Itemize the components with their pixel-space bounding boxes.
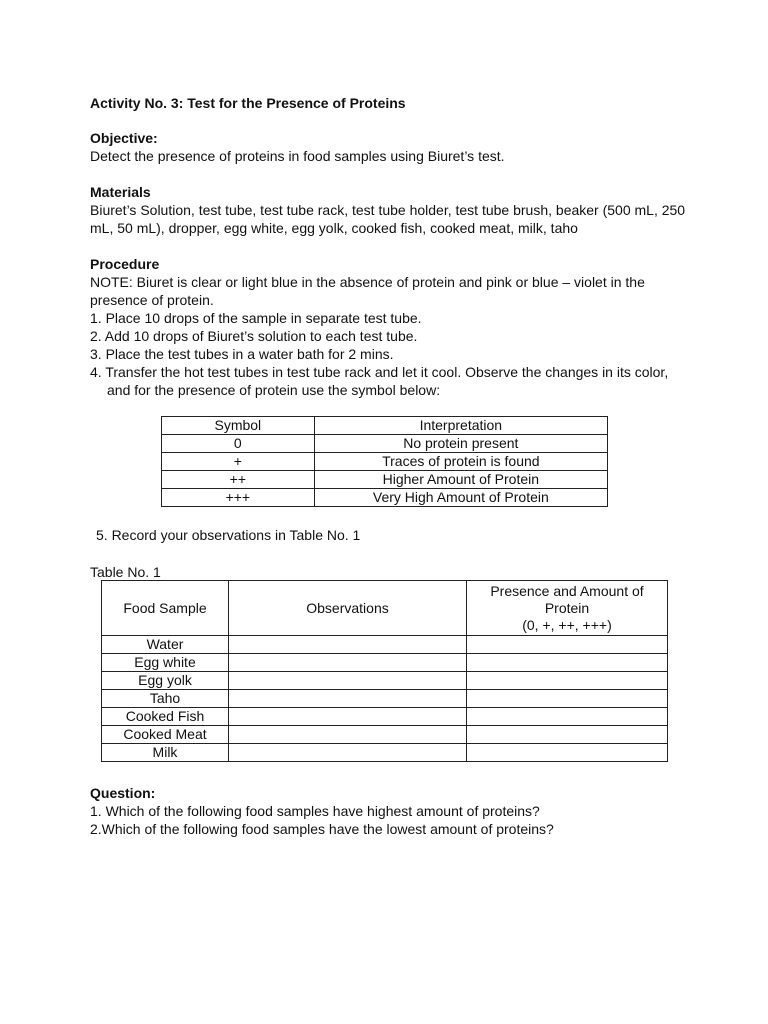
observation-cell [229, 672, 467, 690]
objective-text: Detect the presence of proteins in food samples using Biuret’s test. [90, 148, 505, 164]
table-row [102, 708, 668, 726]
food-sample-cell: Egg yolk [102, 672, 229, 690]
protein-amount-cell [467, 690, 668, 708]
food-sample-cell: Taho [102, 690, 229, 708]
food-sample-cell: Water [102, 636, 229, 654]
question-section [90, 784, 690, 838]
table-row [102, 672, 668, 690]
column-header: Food Sample [102, 581, 229, 636]
procedure-heading: Procedure [90, 256, 160, 272]
table-row [102, 726, 668, 744]
symbol-cell: +++ [162, 489, 315, 507]
procedure-step: 2. Add 10 drops of Biuret’s solution to each test tube. [90, 328, 418, 344]
food-sample-cell: Cooked Fish [102, 708, 229, 726]
protein-amount-cell [467, 744, 668, 762]
procedure-section [90, 255, 690, 399]
column-header-legend: (0, +, ++, +++) [522, 616, 612, 633]
table-header-row [102, 581, 668, 636]
protein-amount-cell [467, 726, 668, 744]
observation-cell [229, 726, 467, 744]
symbol-cell: ++ [162, 471, 315, 489]
observation-cell [229, 690, 467, 708]
protein-amount-cell [467, 654, 668, 672]
procedure-step: 4. Transfer the hot test tubes in test tube rack and let it cool. Observe the changes in its color, and for the presence of protein use the symbol below: [90, 364, 669, 398]
column-header: Interpretation [314, 417, 607, 435]
table-caption: Table No. 1 [90, 564, 161, 580]
table-row [102, 690, 668, 708]
activity-title: Activity No. 3: Test for the Presence of Proteins [90, 95, 406, 111]
table-row [162, 435, 608, 453]
table-row [102, 636, 668, 654]
procedure-note: NOTE: Biuret is clear or light blue in the absence of protein and pink or blue – violet in the presence of protein. [90, 274, 645, 308]
table-header-row [162, 417, 608, 435]
procedure-step: 1. Place 10 drops of the sample in separate test tube. [90, 310, 422, 326]
observations-table [101, 580, 668, 762]
observation-cell [229, 636, 467, 654]
protein-amount-cell [467, 708, 668, 726]
column-header: Observations [229, 581, 467, 636]
table-row [162, 489, 608, 507]
materials-section [90, 183, 690, 237]
table-row [162, 471, 608, 489]
procedure-step-5: 5. Record your observations in Table No. 1 [96, 527, 361, 543]
symbol-table [161, 416, 608, 507]
column-header-title: Presence and Amount of Protein [490, 582, 644, 616]
symbol-cell: + [162, 453, 315, 471]
table-row [102, 744, 668, 762]
interpretation-cell: No protein present [314, 435, 607, 453]
procedure-step: 3. Place the test tubes in a water bath for 2 mins. [90, 346, 394, 362]
food-sample-cell: Cooked Meat [102, 726, 229, 744]
column-header: Symbol [162, 417, 315, 435]
symbol-cell: 0 [162, 435, 315, 453]
observation-cell [229, 654, 467, 672]
question-heading: Question: [90, 785, 156, 801]
interpretation-cell: Very High Amount of Protein [314, 489, 607, 507]
protein-amount-cell [467, 672, 668, 690]
interpretation-cell: Higher Amount of Protein [314, 471, 607, 489]
food-sample-cell: Milk [102, 744, 229, 762]
table-row [162, 453, 608, 471]
materials-heading: Materials [90, 184, 151, 200]
objective-heading: Objective: [90, 130, 158, 146]
question-item: 2.Which of the following food samples have the lowest amount of proteins? [90, 821, 554, 837]
observation-cell [229, 708, 467, 726]
table-row [102, 654, 668, 672]
objective-section [90, 129, 690, 165]
interpretation-cell: Traces of protein is found [314, 453, 607, 471]
column-header [467, 581, 668, 636]
protein-amount-cell [467, 636, 668, 654]
food-sample-cell: Egg white [102, 654, 229, 672]
materials-text: Biuret’s Solution, test tube, test tube rack, test tube holder, test tube brush, beaker (500 mL, 250 mL, 50 mL), dropper, egg white, egg yolk, cooked fish, cooked meat, milk, taho [90, 202, 686, 236]
observation-cell [229, 744, 467, 762]
question-item: 1. Which of the following food samples have highest amount of proteins? [90, 803, 540, 819]
